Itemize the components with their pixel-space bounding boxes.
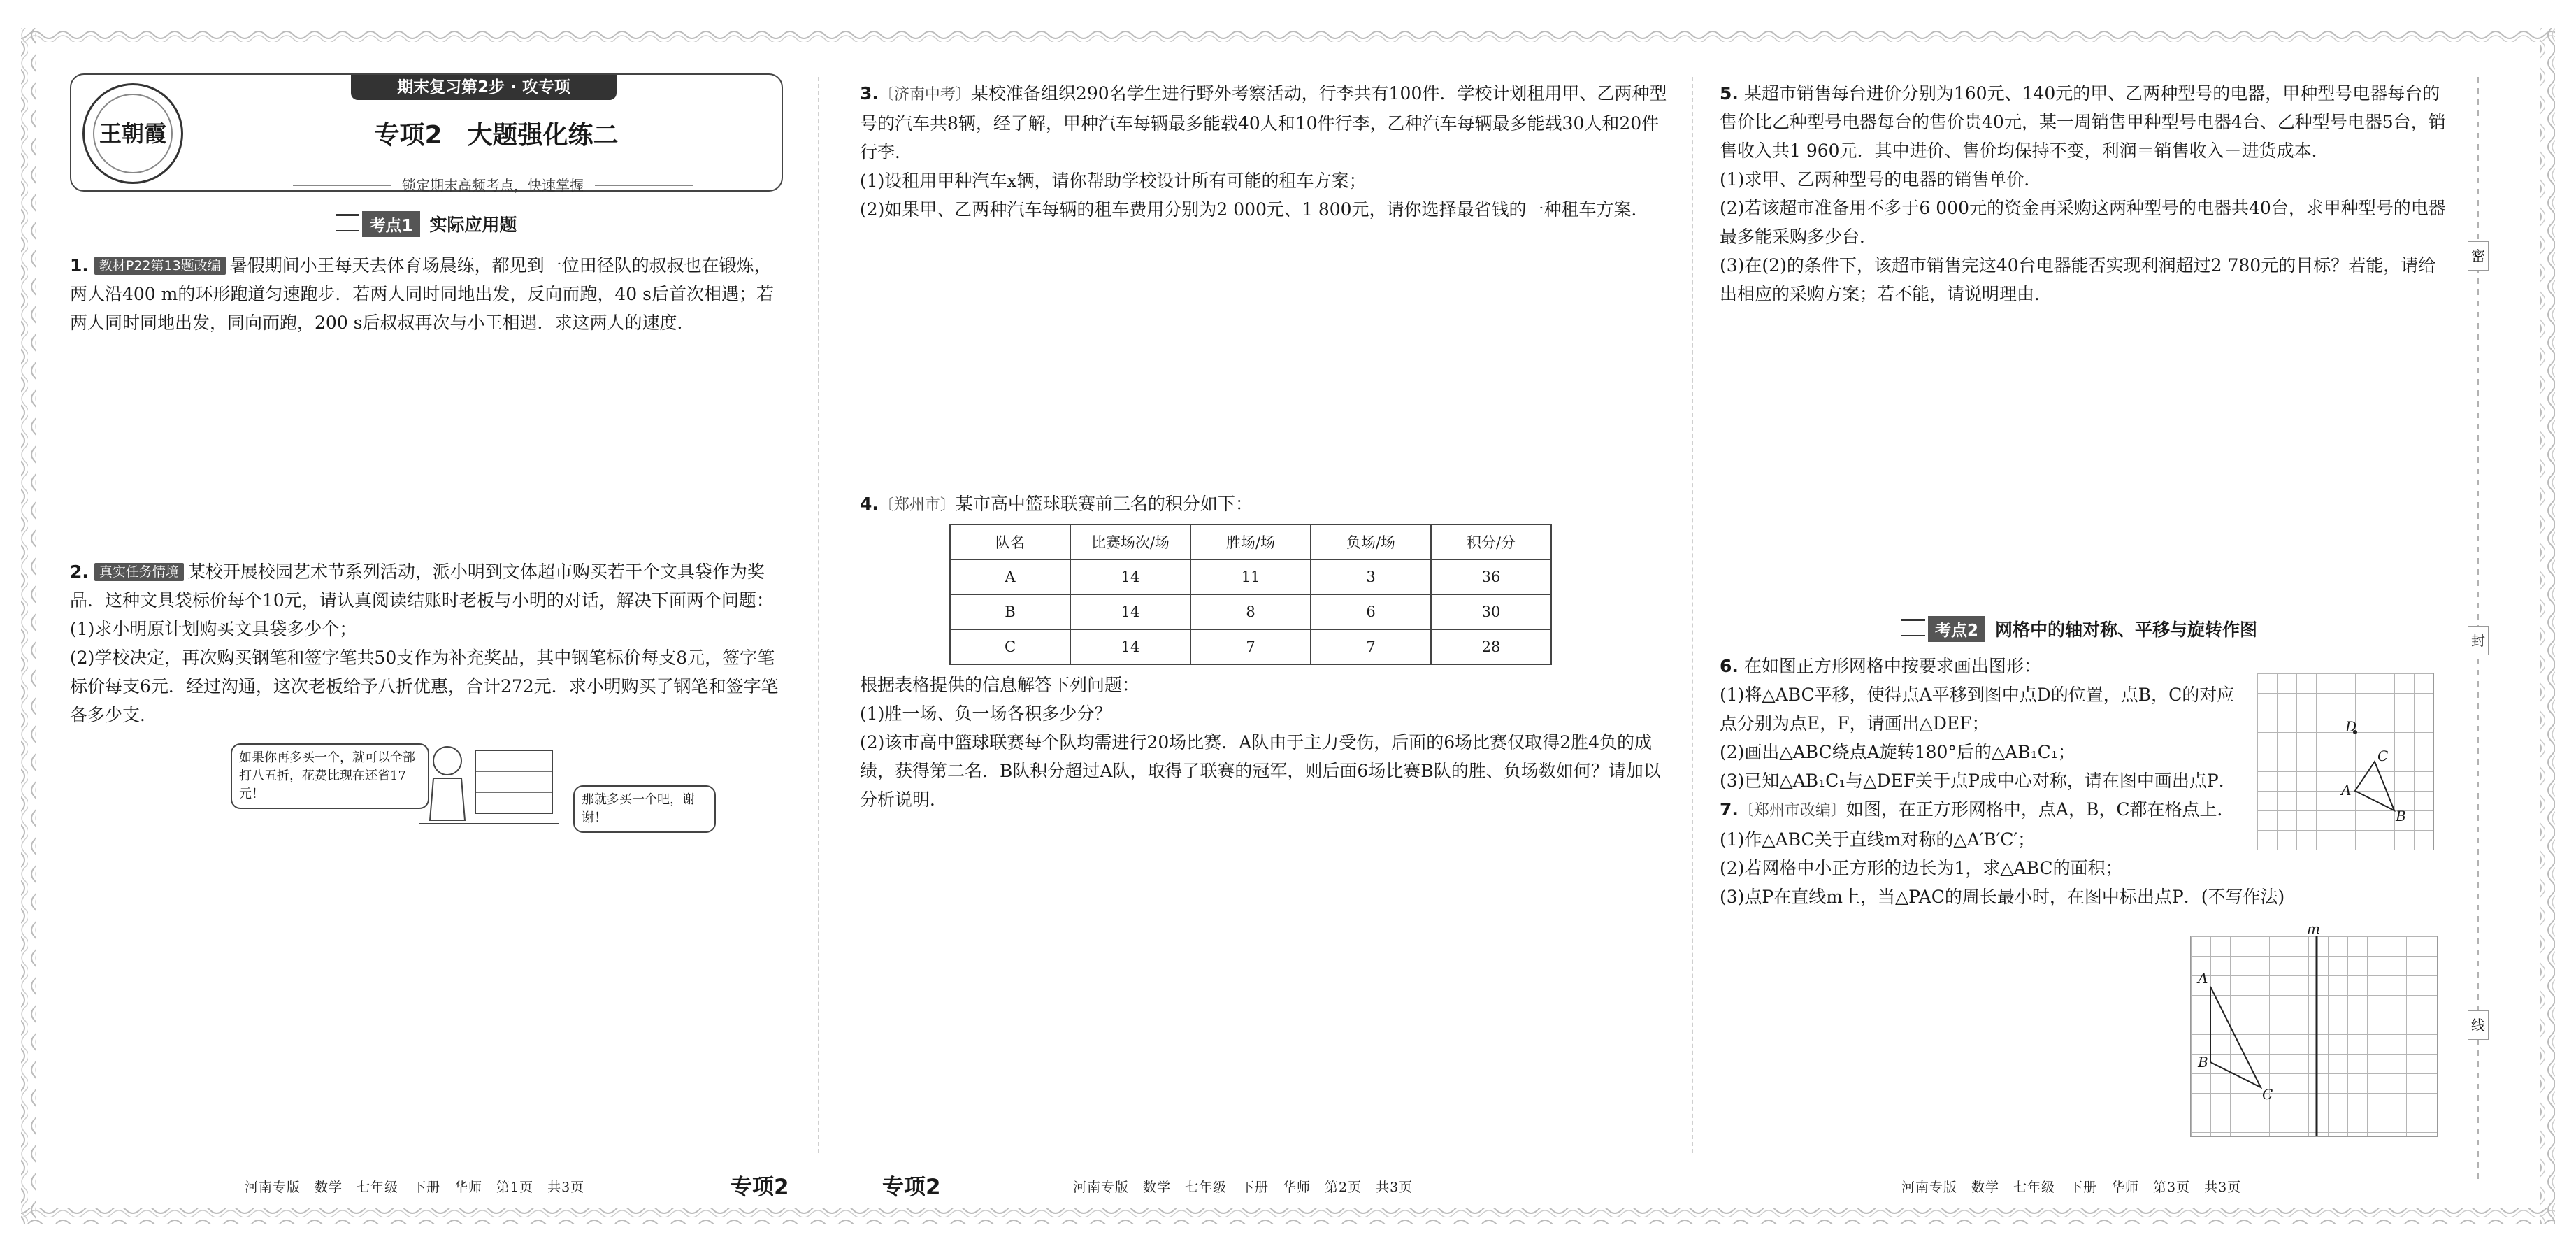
column-divider [818, 77, 819, 1153]
footer-tag-right: 专项2 [882, 1175, 941, 1200]
point-label-b: B [2396, 808, 2406, 824]
page-title: 专项2 大题强化练二 [374, 121, 619, 150]
question-5: 5. 某超市销售每台进价分别为160元、140元的甲、乙两种型号的电器，甲种型号电器每台的售价比乙种型号电器每台的售价贵40元，某一周销售甲种型号电器4台、乙种型号电器5台，销售收入共1 960元．其中进价、售价均保持不变，利润＝销售收入－进货成本． [1720, 83, 2446, 161]
triangle-abc-line-m-figure [2191, 936, 2437, 1136]
question-2: 2. 真实任务情境 某校开展校园艺术节系列活动，派小明到文体超市购买若干个文具袋作为奖品．这种文具袋标价每个10元，请认真阅读结账时老板与小明的对话，解决下面两个问题： [70, 562, 774, 610]
question-5-part-2: (2)若该超市准备用不多于6 000元的资金再采购这两种型号的电器共40台，求甲种型号的电器最多能采购多少台． [1720, 198, 2446, 247]
point-label-b: B [2198, 1054, 2208, 1071]
grid-figure-7 [2190, 936, 2438, 1137]
question-6-part-1: (1)将△ABC平移，使得点A平移到图中点D的位置，点B，C的对应点分别为点E，F，请画出△DEF； [1720, 685, 2235, 734]
section-heading-1: 考点1 实际应用题 [70, 211, 783, 237]
question-3: 3.〔济南中考〕某校准备组织290名学生进行野外考察活动，行李共有100件．学校计划租用甲、乙两种型号的汽车共8辆，经了解，甲种汽车每辆最多能载40人和10件行李，乙种汽车每辆最多能载30人和20件行李． [860, 83, 1667, 162]
table-header: 比赛场次/场 [1070, 524, 1190, 559]
question-1: 1. 教材P22第13题改编 暑假期间小王每天去体育场晨练，都见到一位田径队的叔叔也在锻炼，两人沿400 m的环形跑道匀速跑步．若两人同时同地出发，反向而跑，40 s后首次相遇；若两人同时同地出发，同向而跑，200 s后叔叔再次与小王相遇．求这两人的速度． [70, 255, 774, 333]
question-4-part-2: (2)该市高中篮球联赛每个队均需进行20场比赛．A队由于主力受伤，后面的6场比赛仅取得2胜4负的成绩，获得第二名．B队积分超过A队，取得了联赛的冠军，则后面6场比赛B队的胜、负场数如何？请加以分析说明． [860, 732, 1661, 810]
question-7: 7.〔郑州市改编〕如图，在正方形网格中，点A，B，C都在格点上． [1720, 799, 2235, 820]
question-6: 6. 在如图正方形网格中按要求画出图形： [1720, 656, 2041, 676]
table-row: B 14 8 6 30 [950, 594, 1551, 629]
page-1-column [70, 73, 783, 1146]
question-7-part-2: (2)若网格中小正方形的边长为1，求△ABC的面积； [1720, 858, 2123, 878]
table-header-row [950, 524, 1551, 559]
question-4-instruction: 根据表格提供的信息解答下列问题： [860, 675, 1140, 695]
question-6-block [1720, 652, 2237, 795]
header-banner: 期末复习第2步 · 攻专项 [351, 75, 617, 100]
column-divider [1692, 77, 1693, 1153]
shopkeeper-illustration-icon [419, 736, 559, 834]
question-6-part-2: (2)画出△ABC绕点A旋转180°后的△AB₁C₁； [1720, 742, 2075, 762]
question-7-part-1: (1)作△ABC关于直线m对称的△A′B′C′； [1720, 829, 2036, 850]
wave-icon [1901, 619, 1925, 636]
question-4: 4.〔郑州市〕某市高中篮球联赛前三名的积分如下： [860, 494, 1253, 514]
table-row: A 14 11 3 36 [950, 559, 1551, 594]
question-4-part-1: (1)胜一场、负一场各积多少分？ [860, 703, 1112, 724]
side-tab-mi: 密 [2468, 241, 2489, 271]
header-subtitle: 锁定期末高频考点，快速掌握 [232, 174, 754, 194]
side-tab-feng: 封 [2468, 626, 2489, 655]
side-tab-xian: 线 [2468, 1010, 2489, 1040]
question-5-part-1: (1)求甲、乙两种型号的电器的销售单价． [1720, 169, 2042, 190]
grid-figure-6 [2257, 673, 2434, 850]
table-header: 积分/分 [1431, 524, 1551, 559]
question-3-part-2: (2)如果甲、乙两种汽车每辆的租车费用分别为2 000元、1 800元，请你选择最省钱的一种租车方案． [860, 199, 1649, 220]
wave-icon [336, 214, 359, 231]
brand-logo [82, 83, 183, 184]
point-label-a: A [2341, 782, 2352, 799]
question-2-part-2: (2)学校决定，再次购买钢笔和签字笔共50支作为补充奖品，其中钢笔标价每支8元，签字笔标价每支6元．经过沟通，这次老板给予八折优惠，合计272元．求小明购买了钢笔和签字笔各多少支． [70, 648, 779, 725]
table-header: 负场/场 [1311, 524, 1431, 559]
dialogue-illustration [70, 736, 783, 834]
point-label-d: D [2345, 718, 2357, 735]
table-header: 队名 [950, 524, 1070, 559]
triangle-abc-figure [2257, 673, 2433, 850]
speech-bubble-boss: 如果你再多买一个，就可以全部打八五折，花费比现在还省17元！ [231, 743, 429, 809]
footer-page-2: 河南专版 数学 七年级 下册 华师 第2页 共3页 [1073, 1180, 1413, 1195]
question-tag: 真实任务情境 [94, 563, 184, 581]
point-label-c: C [2377, 748, 2389, 764]
question-3-part-1: (1)设租用甲种汽车x辆，请你帮助学校设计所有可能的租车方案； [860, 171, 1367, 191]
table-header: 胜场/场 [1190, 524, 1311, 559]
footer-tag-left: 专项2 [731, 1175, 789, 1200]
line-label-m: m [2307, 920, 2320, 937]
footer-page-3: 河南专版 数学 七年级 下册 华师 第3页 共3页 [1901, 1180, 2242, 1195]
question-6-part-3: (3)已知△AB₁C₁与△DEF关于点P成中心对称，请在图中画出点P． [1720, 771, 2236, 791]
footer-page-1: 河南专版 数学 七年级 下册 华师 第1页 共3页 [245, 1180, 585, 1195]
section-heading-2: 考点2 网格中的轴对称、平移与旋转作图 [1720, 616, 2447, 642]
score-table [949, 524, 1552, 665]
question-tag: 教材P22第13题改编 [94, 257, 226, 275]
logo-text: 王朝霞 [93, 94, 173, 173]
question-2-part-1: (1)求小明原计划购买文具袋多少个； [70, 619, 357, 639]
point-label-c: C [2262, 1086, 2273, 1103]
table-row: C 14 7 7 28 [950, 629, 1551, 664]
page-header [70, 73, 783, 192]
page-2-column [860, 73, 1671, 1146]
question-7-part-3: (3)点P在直线m上，当△PAC的周长最小时，在图中标出点P．(不写作法) [1720, 887, 2285, 907]
point-label-a: A [2198, 970, 2208, 987]
speech-bubble-xiaoming: 那就多买一个吧，谢谢！ [573, 785, 716, 833]
question-5-part-3: (3)在(2)的条件下，该超市销售完这40台电器能否实现利润超过2 780元的目标？若能，请给出相应的采购方案；若不能，请说明理由． [1720, 255, 2436, 304]
